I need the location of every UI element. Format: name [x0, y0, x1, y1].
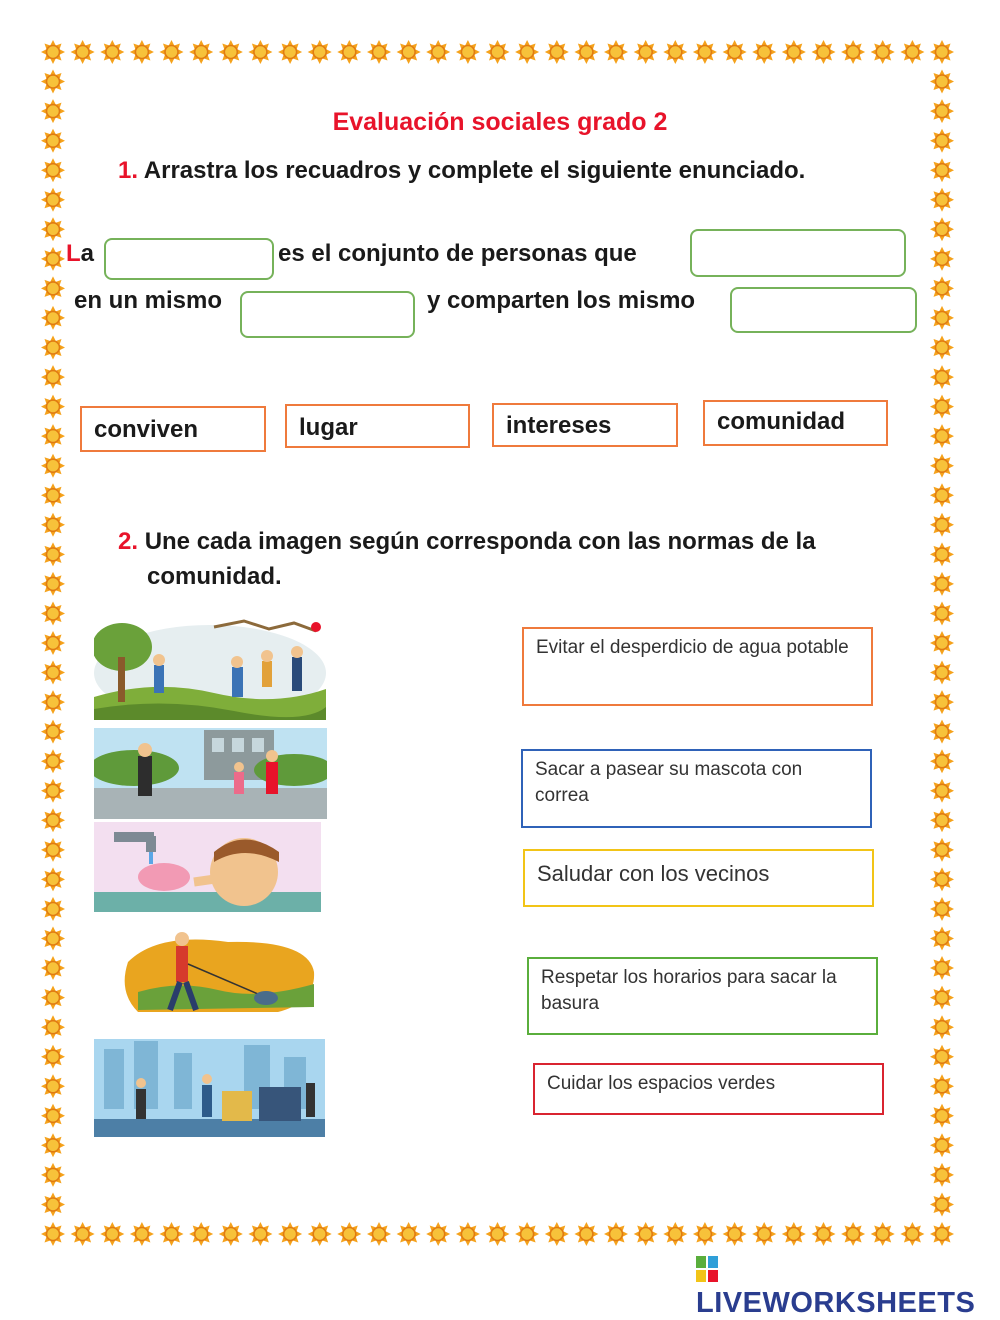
sun-ornament — [782, 1222, 806, 1246]
sun-ornament — [160, 40, 184, 64]
sun-ornament — [426, 40, 450, 64]
word-tile-intereses[interactable]: intereses — [492, 403, 678, 447]
sun-ornament — [41, 217, 65, 241]
word-tile-lugar[interactable]: lugar — [285, 404, 470, 448]
sun-ornament — [456, 40, 480, 64]
sun-ornament — [782, 40, 806, 64]
sun-ornament — [41, 424, 65, 448]
sun-ornament — [41, 927, 65, 951]
question-2 — [118, 524, 918, 594]
sun-ornament — [41, 158, 65, 182]
sun-ornament — [930, 542, 954, 566]
sun-ornament — [930, 749, 954, 773]
sun-ornament — [41, 247, 65, 271]
sun-ornament — [41, 395, 65, 419]
sun-ornament — [486, 40, 510, 64]
drop-box-4[interactable] — [730, 287, 917, 333]
sun-ornament — [900, 40, 924, 64]
park-gardening-image[interactable] — [94, 617, 326, 720]
sun-ornament — [41, 602, 65, 626]
sun-ornament — [634, 1222, 658, 1246]
sun-ornament — [930, 808, 954, 832]
sun-ornament — [308, 1222, 332, 1246]
sun-ornament — [515, 40, 539, 64]
sun-ornament — [930, 572, 954, 596]
sentence-first-letter: L — [66, 240, 81, 267]
sun-ornament — [604, 1222, 628, 1246]
sun-ornament — [41, 631, 65, 655]
sun-ornament — [930, 927, 954, 951]
sun-ornament — [41, 690, 65, 714]
worksheet-title: Evaluación sociales grado 2 — [332, 108, 668, 136]
sun-ornament — [723, 40, 747, 64]
sun-ornament — [41, 986, 65, 1010]
sun-ornament — [41, 483, 65, 507]
sun-ornament — [426, 1222, 450, 1246]
sun-ornament — [663, 40, 687, 64]
sun-ornament — [930, 454, 954, 478]
sun-ornament — [574, 1222, 598, 1246]
sun-ornament — [41, 1222, 65, 1246]
sun-ornament — [930, 247, 954, 271]
question-2-number: 2. — [118, 528, 139, 555]
sun-ornament — [871, 40, 895, 64]
sentence-part-2: es el conjunto de personas que — [278, 240, 637, 267]
sun-ornament — [130, 40, 154, 64]
sun-ornament — [71, 40, 95, 64]
sun-ornament — [41, 40, 65, 64]
sun-ornament — [930, 188, 954, 212]
sun-ornament — [219, 1222, 243, 1246]
sun-ornament — [41, 661, 65, 685]
sentence-start — [66, 240, 94, 268]
sun-ornament — [604, 40, 628, 64]
sun-ornament — [930, 631, 954, 655]
sun-ornament — [752, 1222, 776, 1246]
sun-ornament — [71, 1222, 95, 1246]
sun-ornament — [219, 40, 243, 64]
sun-ornament — [930, 276, 954, 300]
sun-ornament — [930, 513, 954, 537]
sun-ornament — [130, 1222, 154, 1246]
sun-ornament — [930, 720, 954, 744]
crossing-street-image[interactable] — [94, 728, 327, 819]
sun-ornament — [930, 838, 954, 862]
norm-box-greet-neighbors[interactable]: Saludar con los vecinos — [523, 849, 874, 907]
sun-ornament — [900, 1222, 924, 1246]
sun-ornament — [41, 1104, 65, 1128]
sun-ornament — [41, 838, 65, 862]
sun-ornament — [930, 956, 954, 980]
sun-ornament — [41, 1015, 65, 1039]
sun-ornament — [189, 1222, 213, 1246]
sun-ornament — [456, 1222, 480, 1246]
sun-ornament — [930, 779, 954, 803]
sun-ornament — [812, 1222, 836, 1246]
sun-ornament — [41, 513, 65, 537]
sun-ornament — [337, 1222, 361, 1246]
sun-ornament — [41, 779, 65, 803]
sun-ornament — [663, 1222, 687, 1246]
sun-ornament — [41, 188, 65, 212]
sun-ornament — [693, 1222, 717, 1246]
sun-ornament — [930, 602, 954, 626]
norm-box-garbage-schedule[interactable]: Respetar los horarios para sacar la basura — [527, 957, 878, 1035]
sun-ornament — [41, 454, 65, 478]
norm-box-water[interactable]: Evitar el desperdicio de agua potable — [522, 627, 873, 706]
sun-ornament — [248, 40, 272, 64]
question-1-text: Arrastra los recuadros y complete el siguiente enunciado. — [143, 157, 806, 184]
sun-ornament — [41, 1133, 65, 1157]
sentence-first-rest: a — [80, 240, 95, 267]
sun-ornament — [752, 40, 776, 64]
sun-ornament — [41, 542, 65, 566]
sun-ornament — [930, 690, 954, 714]
sun-ornament — [100, 1222, 124, 1246]
sun-ornament — [367, 40, 391, 64]
sun-ornament — [41, 956, 65, 980]
water-faucet-image[interactable] — [94, 822, 321, 912]
sun-ornament — [41, 336, 65, 360]
sun-ornament — [574, 40, 598, 64]
sun-ornament — [930, 1222, 954, 1246]
sun-ornament — [841, 1222, 865, 1246]
word-tile-comunidad[interactable]: comunidad — [703, 400, 888, 446]
sun-ornament — [41, 720, 65, 744]
norm-box-pet-leash[interactable]: Sacar a pasear su mascota con correa — [521, 749, 872, 828]
sun-ornament — [545, 1222, 569, 1246]
sun-ornament — [248, 1222, 272, 1246]
sun-ornament — [41, 749, 65, 773]
garbage-collection-image[interactable] — [94, 1039, 325, 1137]
sun-ornament — [486, 1222, 510, 1246]
sun-ornament — [189, 40, 213, 64]
sun-ornament — [634, 40, 658, 64]
sentence-part-3: en un mismo — [74, 287, 223, 314]
sun-ornament — [41, 1163, 65, 1187]
sun-ornament — [930, 483, 954, 507]
sun-ornament — [41, 365, 65, 389]
sun-ornament — [41, 1074, 65, 1098]
sun-ornament — [160, 1222, 184, 1246]
sun-ornament — [930, 897, 954, 921]
sun-ornament — [278, 1222, 302, 1246]
sun-ornament — [930, 1193, 954, 1217]
sun-ornament — [812, 40, 836, 64]
sun-ornament — [930, 986, 954, 1010]
sun-ornament — [397, 40, 421, 64]
sun-ornament — [308, 40, 332, 64]
sun-ornament — [930, 158, 954, 182]
sun-ornament — [397, 1222, 421, 1246]
sun-ornament — [41, 808, 65, 832]
sun-ornament — [41, 1045, 65, 1069]
sun-ornament — [41, 276, 65, 300]
sun-ornament — [930, 395, 954, 419]
sun-ornament — [930, 70, 954, 94]
sun-ornament — [930, 40, 954, 64]
sun-ornament — [930, 1015, 954, 1039]
dog-walking-image[interactable] — [118, 922, 316, 1019]
sun-ornament — [100, 40, 124, 64]
sun-ornament — [278, 40, 302, 64]
norm-box-green-spaces[interactable]: Cuidar los espacios verdes — [533, 1063, 884, 1115]
sun-ornament — [930, 1074, 954, 1098]
drop-box-2[interactable] — [690, 229, 906, 277]
drop-box-3[interactable] — [240, 291, 415, 338]
sun-ornament — [545, 40, 569, 64]
sun-ornament — [930, 1133, 954, 1157]
sun-ornament — [930, 1104, 954, 1128]
question-1 — [118, 157, 805, 185]
sun-ornament — [41, 867, 65, 891]
sun-ornament — [930, 336, 954, 360]
sun-ornament — [930, 306, 954, 330]
sun-ornament — [693, 40, 717, 64]
sun-ornament — [871, 1222, 895, 1246]
liveworksheets-badge-icon — [696, 1256, 718, 1282]
liveworksheets-logo — [696, 1254, 1000, 1320]
question-1-number: 1. — [118, 157, 139, 184]
sentence-part-4: y comparten los mismo — [427, 287, 696, 314]
drop-box-1[interactable] — [104, 238, 274, 280]
sun-ornament — [930, 217, 954, 241]
liveworksheets-logo-text: LIVEWORKSHEETS — [696, 1287, 976, 1319]
sun-ornament — [930, 661, 954, 685]
word-tile-conviven[interactable]: conviven — [80, 406, 266, 452]
sun-ornament — [41, 306, 65, 330]
sun-ornament — [41, 70, 65, 94]
sun-ornament — [841, 40, 865, 64]
sun-ornament — [41, 572, 65, 596]
sun-ornament — [337, 40, 361, 64]
sun-ornament — [930, 1045, 954, 1069]
sun-ornament — [41, 897, 65, 921]
sun-ornament — [723, 1222, 747, 1246]
question-2-text-line2: comunidad. — [147, 563, 282, 590]
sun-ornament — [930, 1163, 954, 1187]
sun-ornament — [515, 1222, 539, 1246]
sun-ornament — [930, 365, 954, 389]
sun-ornament — [930, 424, 954, 448]
sun-ornament — [930, 867, 954, 891]
question-2-text-line1: Une cada imagen según corresponda con las normas de la — [144, 528, 816, 555]
sun-ornament — [41, 1193, 65, 1217]
sun-ornament — [367, 1222, 391, 1246]
